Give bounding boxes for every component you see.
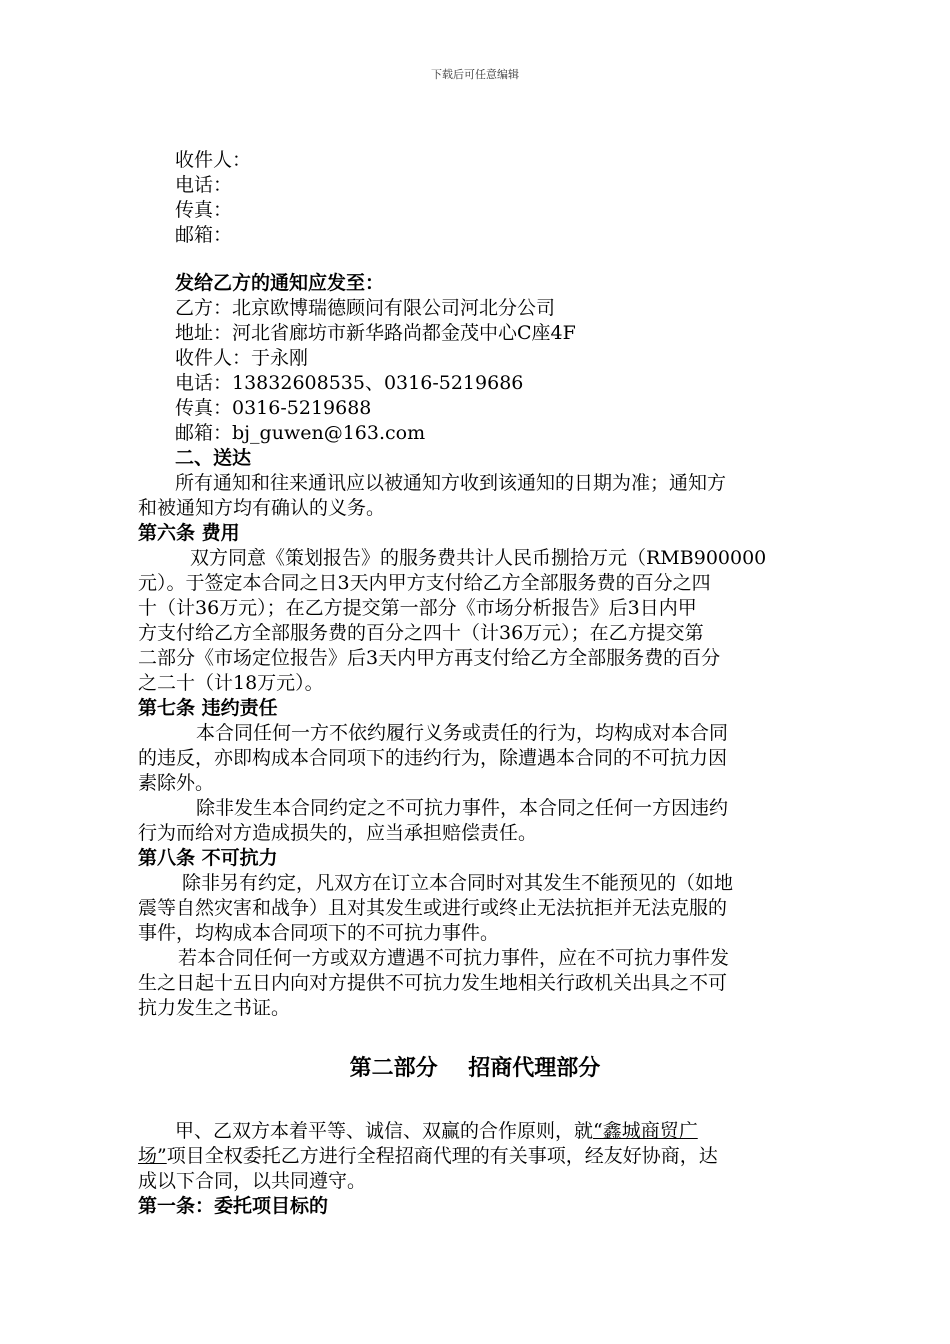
article6-heading: 第六条 费用 [138,522,240,544]
article8-line: 除非另有约定，凡双方在订立本合同时对其发生不能预见的（如地 [182,872,734,894]
article6-line: 之二十（计18万元）。 [138,672,324,694]
article7-line: 素除外。 [138,772,215,794]
delivery-line: 和被通知方均有确认的义务。 [138,497,386,519]
party-a-phone: 电话： [175,174,233,196]
header-note: 下载后可任意编辑 [431,68,519,81]
delivery-line: 所有通知和往来通讯应以被通知方收到该通知的日期为准；通知方 [175,472,727,494]
article8-heading: 第八条 不可抗力 [138,847,278,869]
part2-title: 第二部分 招商代理部分 [349,1056,601,1081]
article6-line: 十（计36万元）；在乙方提交第一部分《市场分析报告》后3日内甲 [138,597,697,619]
party-b-phone: 电话：13832608535、0316-5219686 [175,372,524,394]
article8-line: 抗力发生之书证。 [138,997,291,1019]
project-name-part: “鑫城商贸广 [593,1120,698,1142]
article7-line: 的违反，亦即构成本合同项下的违约行为，除遭遇本合同的不可抗力因 [138,747,728,769]
party-a-email: 邮箱： [175,224,233,246]
part2-intro-line: 成以下合同，以共同遵守。 [138,1170,367,1192]
party-a-recipient: 收件人： [175,149,252,171]
party-b-notice-heading: 发给乙方的通知应发至： [175,272,385,294]
part2-intro-line [175,1119,698,1143]
party-b-name: 乙方：北京欧博瑞德顾问有限公司河北分公司 [175,297,556,319]
part2-intro-text: 项目全权委托乙方进行全程招商代理的有关事项，经友好协商，达 [166,1145,718,1167]
party-a-fax: 传真： [175,199,233,221]
party-b-fax: 传真：0316-5219688 [175,397,372,419]
article6-line: 二部分《市场定位报告》后3天内甲方再支付给乙方全部服务费的百分 [138,647,721,669]
party-b-email: 邮箱：bj_guwen@163.com [175,422,426,444]
article8-line: 震等自然灾害和战争）且对其发生或进行或终止无法抗拒并无法克服的 [138,897,728,919]
article6-line: 双方同意《策划报告》的服务费共计人民币捌拾万元（RMB900000 [190,547,767,569]
article8-line: 生之日起十五日内向对方提供不可抗力发生地相关行政机关出具之不可 [138,972,728,994]
part2-intro-line [138,1144,718,1168]
article7-line: 行为而给对方造成损失的，应当承担赔偿责任。 [138,822,538,844]
part2-intro-text: 甲、乙双方本着平等、诚信、双赢的合作原则，就 [175,1120,594,1142]
article8-line: 若本合同任何一方或双方遭遇不可抗力事件，应在不可抗力事件发 [178,947,730,969]
article6-line: 方支付给乙方全部服务费的百分之四十（计36万元）；在乙方提交第 [138,622,704,644]
article7-line: 除非发生本合同约定之不可抗力事件，本合同之任何一方因违约 [196,797,729,819]
party-b-recipient: 收件人：于永刚 [175,347,309,369]
party-b-address: 地址：河北省廊坊市新华路尚都金茂中心C座4F [175,322,576,344]
article7-heading: 第七条 违约责任 [138,697,278,719]
delivery-heading: 二、送达 [175,447,252,469]
part2-article1-heading: 第一条：委托项目标的 [138,1195,329,1217]
article8-line: 事件，均构成本合同项下的不可抗力事件。 [138,922,500,944]
article6-line: 元）。于签定本合同之日3天内甲方支付给乙方全部服务费的百分之四 [138,572,711,594]
article7-line: 本合同任何一方不依约履行义务或责任的行为，均构成对本合同 [196,722,729,744]
project-name-part: 场” [138,1145,167,1167]
